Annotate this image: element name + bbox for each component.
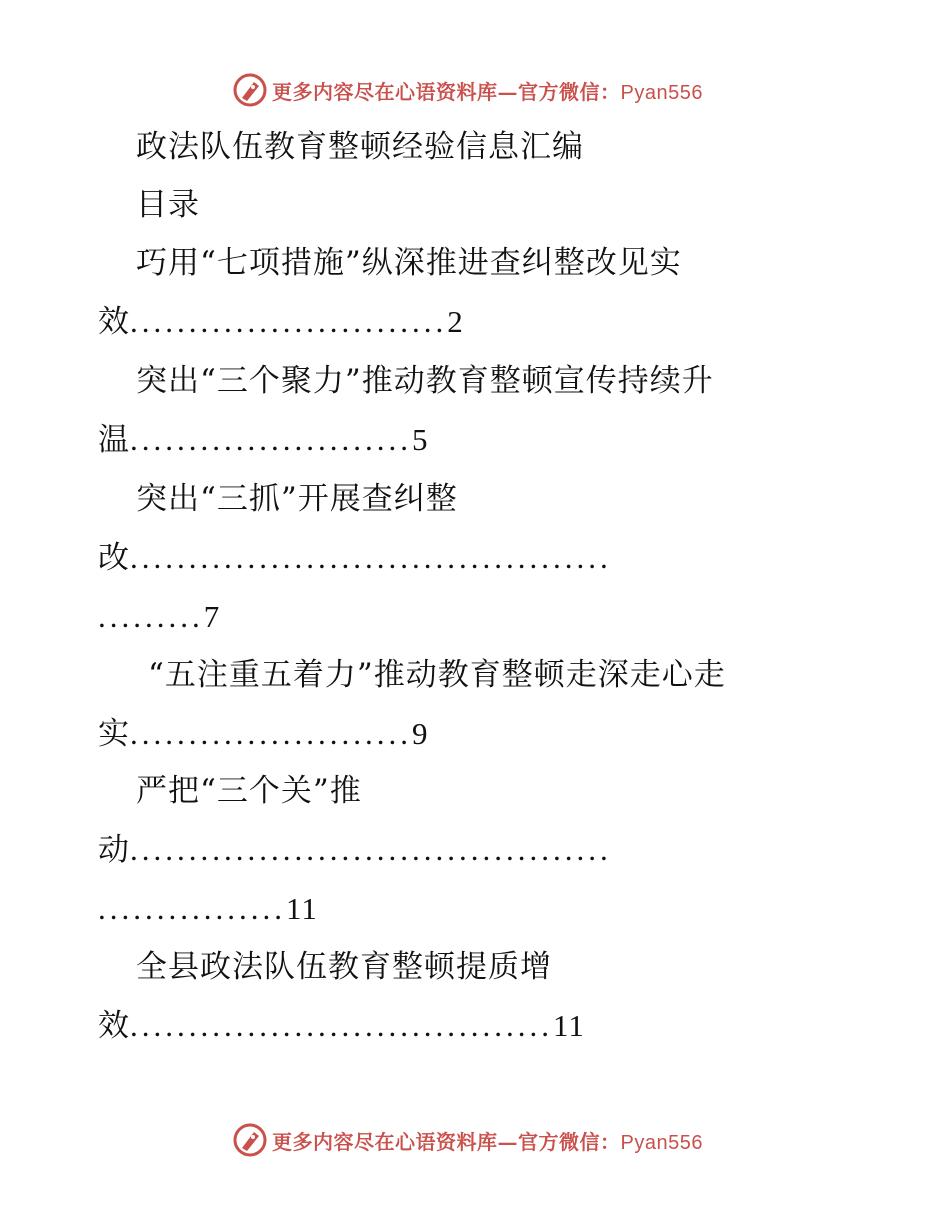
toc-entry-leader[interactable]: 改......................................... [98,540,612,576]
header-watermark [232,70,712,110]
toc-entry-leader[interactable]: 温........................5 [98,422,429,458]
watermark-text: 更多内容尽在心语资料库—官方微信：Pyan556 [272,1129,703,1154]
toc-entry-title[interactable]: “五注重五着力”推动教育整顿走深走心走 [148,657,726,693]
toc-entry-leader[interactable]: 效....................................11 [98,1008,585,1044]
toc-page-number: 9 [412,716,429,751]
toc-entry-leader[interactable]: 实........................9 [98,716,429,752]
toc-entry-title[interactable]: 全县政法队伍教育整顿提质增 [136,949,552,985]
footer-watermark [232,1120,712,1160]
toc-entry-title[interactable]: 巧用“七项措施”纵深推进查纠整改见实 [136,245,682,281]
toc-page-number: 7 [203,599,221,634]
pen-nib-logo-icon [232,1122,268,1158]
toc-entry-title[interactable]: 严把“三个关”推 [136,773,362,809]
pen-nib-logo-icon [232,72,268,108]
toc-entry-leader-continued[interactable]: ................11 [98,891,318,926]
toc-entry-leader[interactable]: 动......................................... [98,832,612,868]
document-title: 政法队伍教育整顿经验信息汇编 [136,129,584,165]
toc-page-number: 5 [412,422,429,457]
toc-entry-title[interactable]: 突出“三个聚力”推动教育整顿宣传持续升 [136,363,714,399]
watermark-text: 更多内容尽在心语资料库—官方微信：Pyan556 [272,79,703,104]
toc-page-number: 11 [286,891,318,926]
toc-entry-title[interactable]: 突出“三抓”开展查纠整 [136,481,458,517]
toc-heading: 目录 [136,187,200,223]
toc-page-number: 2 [447,304,464,339]
toc-entry-leader-continued[interactable]: .........7 [98,599,221,634]
toc-page-number: 11 [553,1008,585,1043]
toc-entry-leader[interactable]: 效...........................2 [98,304,464,340]
